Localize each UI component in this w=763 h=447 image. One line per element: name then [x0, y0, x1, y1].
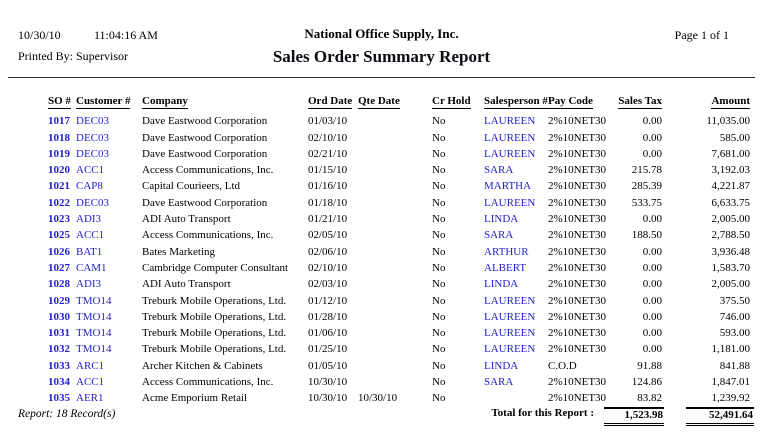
customer-number-link[interactable]: ACC1: [76, 164, 105, 177]
company-cell: Cambridge Computer Consultant: [142, 261, 289, 274]
table-row: [0, 372, 763, 388]
amount-cell: 841.88: [719, 359, 750, 372]
ord-date-cell: 01/18/10: [308, 196, 348, 209]
table-row: [0, 339, 763, 355]
printed-by-label: Printed By: Supervisor: [18, 49, 128, 63]
so-number-link[interactable]: 1029: [48, 294, 70, 307]
customer-number-link[interactable]: CAM1: [76, 261, 107, 274]
sales-tax-cell: 0.00: [642, 115, 662, 128]
amount-cell: 746.00: [719, 310, 750, 323]
header-divider: [8, 77, 755, 78]
so-number-link[interactable]: 1028: [48, 278, 70, 291]
pay-code-cell: C.O.D: [548, 359, 577, 372]
customer-number-link[interactable]: DEC03: [76, 131, 109, 144]
col-header-pay-code: Pay Code: [548, 95, 593, 107]
pay-code-cell: 2%10NET30: [548, 376, 607, 389]
table-row: [0, 241, 763, 257]
sales-tax-cell: 91.88: [637, 359, 662, 372]
pay-code-cell: 2%10NET30: [548, 229, 607, 242]
pay-code-cell: 2%10NET30: [548, 164, 607, 177]
col-header-salesperson: Salesperson #: [484, 95, 548, 107]
amount-cell: 4,221.87: [711, 180, 750, 193]
so-number-link[interactable]: 1030: [48, 310, 70, 323]
table-row: [0, 144, 763, 160]
col-header-cr-hold: Cr Hold: [432, 95, 471, 107]
table-row: [0, 307, 763, 323]
company-cell: ADI Auto Transport: [142, 278, 231, 291]
pay-code-cell: 2%10NET30: [548, 343, 607, 356]
salesperson-link[interactable]: LAUREEN: [484, 147, 536, 160]
salesperson-link[interactable]: ARTHUR: [484, 245, 529, 258]
company-cell: Treburk Mobile Operations, Ltd.: [142, 294, 287, 307]
salesperson-link[interactable]: LINDA: [484, 278, 519, 291]
sales-tax-cell: 0.00: [642, 278, 662, 291]
amount-cell: 2,788.50: [711, 229, 750, 242]
pay-code-cell: 2%10NET30: [548, 196, 607, 209]
sales-tax-cell: 83.82: [637, 392, 662, 405]
ord-date-cell: 01/15/10: [308, 164, 348, 177]
company-cell: Capital Courieers, Ltd: [142, 180, 241, 193]
pay-code-cell: 2%10NET30: [548, 294, 607, 307]
cr-hold-cell: No: [432, 147, 446, 160]
cr-hold-cell: No: [432, 376, 446, 389]
company-cell: Acme Emporium Retail: [142, 392, 248, 405]
pay-code-cell: 2%10NET30: [548, 115, 607, 128]
pay-code-cell: 2%10NET30: [548, 245, 607, 258]
amount-cell: 7,681.00: [711, 147, 750, 160]
col-header-ord-date: Ord Date: [308, 95, 353, 107]
company-cell: Access Communications, Inc.: [142, 376, 274, 389]
salesperson-link[interactable]: LINDA: [484, 359, 519, 372]
total-amount: 52,491.64: [686, 407, 754, 426]
company-cell: Treburk Mobile Operations, Ltd.: [142, 310, 287, 323]
amount-cell: 2,005.00: [711, 278, 750, 291]
salesperson-link[interactable]: LINDA: [484, 213, 519, 226]
amount-cell: 1,181.00: [711, 343, 750, 356]
table-row: [0, 258, 763, 274]
so-number-link[interactable]: 1032: [48, 343, 70, 356]
amount-cell: 1,583.70: [711, 261, 750, 274]
customer-number-link[interactable]: DEC03: [76, 115, 109, 128]
ord-date-cell: 01/03/10: [308, 115, 348, 128]
ord-date-cell: 02/21/10: [308, 147, 348, 160]
table-body: [0, 111, 763, 404]
customer-number-link[interactable]: AER1: [76, 392, 104, 405]
col-header-so-number: SO #: [48, 95, 71, 107]
report-date: 10/30/10: [18, 28, 61, 42]
ord-date-cell: 01/16/10: [308, 180, 348, 193]
ord-date-cell: 02/10/10: [308, 131, 348, 144]
sales-tax-cell: 0.00: [642, 245, 662, 258]
cr-hold-cell: No: [432, 213, 446, 226]
so-number-link[interactable]: 1033: [48, 359, 70, 372]
cr-hold-cell: No: [432, 278, 446, 291]
salesperson-link[interactable]: SARA: [484, 229, 514, 242]
table-row: [0, 274, 763, 290]
ord-date-cell: 01/21/10: [308, 213, 348, 226]
company-cell: Access Communications, Inc.: [142, 229, 274, 242]
report-time: 11:04:16 AM: [94, 28, 158, 42]
salesperson-link[interactable]: SARA: [484, 164, 514, 177]
table-row: [0, 290, 763, 306]
so-number-link[interactable]: 1031: [48, 327, 70, 340]
cr-hold-cell: No: [432, 294, 446, 307]
company-cell: Dave Eastwood Corporation: [142, 131, 268, 144]
salesperson-link[interactable]: MARTHA: [484, 180, 532, 193]
table-row: [0, 355, 763, 371]
cr-hold-cell: No: [432, 310, 446, 323]
cr-hold-cell: No: [432, 261, 446, 274]
page-indicator: Page 1 of 1: [674, 28, 729, 42]
customer-number-link[interactable]: TMO14: [76, 327, 112, 340]
company-cell: Treburk Mobile Operations, Ltd.: [142, 343, 287, 356]
ord-date-cell: 02/06/10: [308, 245, 348, 258]
salesperson-link[interactable]: LAUREEN: [484, 196, 536, 209]
amount-cell: 1,847.01: [711, 376, 750, 389]
amount-cell: 375.50: [719, 294, 750, 307]
company-cell: Access Communications, Inc.: [142, 164, 274, 177]
table-row: [0, 323, 763, 339]
table-row: [0, 209, 763, 225]
sales-tax-cell: 285.39: [631, 180, 662, 193]
ord-date-cell: 02/10/10: [308, 261, 348, 274]
ord-date-cell: 10/30/10: [308, 376, 348, 389]
so-number-link[interactable]: 1027: [48, 261, 70, 274]
company-cell: Archer Kitchen & Cabinets: [142, 359, 263, 372]
customer-number-link[interactable]: ADI3: [76, 278, 102, 291]
cr-hold-cell: No: [432, 359, 446, 372]
sales-tax-cell: 0.00: [642, 294, 662, 307]
amount-cell: 2,005.00: [711, 213, 750, 226]
company-cell: Treburk Mobile Operations, Ltd.: [142, 327, 287, 340]
table-row: [0, 160, 763, 176]
ord-date-cell: 02/05/10: [308, 229, 348, 242]
pay-code-cell: 2%10NET30: [548, 213, 607, 226]
cr-hold-cell: No: [432, 131, 446, 144]
company-cell: Bates Marketing: [142, 245, 216, 258]
table-row: [0, 127, 763, 143]
cr-hold-cell: No: [432, 392, 446, 405]
so-number-link[interactable]: 1034: [48, 376, 70, 389]
so-number-link[interactable]: 1018: [48, 131, 70, 144]
amount-cell: 3,192.03: [711, 164, 750, 177]
so-number-link[interactable]: 1017: [48, 115, 70, 128]
col-header-company: Company: [142, 95, 188, 107]
sales-tax-cell: 215.78: [631, 164, 662, 177]
cr-hold-cell: No: [432, 229, 446, 242]
company-cell: Dave Eastwood Corporation: [142, 115, 268, 128]
amount-cell: 585.00: [719, 131, 750, 144]
so-number-link[interactable]: 1020: [48, 164, 70, 177]
amount-cell: 11,035.00: [706, 115, 750, 128]
ord-date-cell: 01/25/10: [308, 343, 348, 356]
customer-number-link[interactable]: ACC1: [76, 229, 105, 242]
sales-tax-cell: 0.00: [642, 213, 662, 226]
total-sales-tax: 1,523.98: [604, 407, 664, 426]
table-row: [0, 111, 763, 127]
pay-code-cell: 2%10NET30: [548, 147, 607, 160]
so-number-link[interactable]: 1023: [48, 213, 70, 226]
cr-hold-cell: No: [432, 245, 446, 258]
so-number-link[interactable]: 1021: [48, 180, 70, 193]
amount-cell: 593.00: [719, 327, 750, 340]
record-count: Report: 18 Record(s): [18, 408, 116, 420]
sales-tax-cell: 0.00: [642, 261, 662, 274]
sales-order-table: [0, 91, 763, 426]
cr-hold-cell: No: [432, 343, 446, 356]
customer-number-link[interactable]: ACC1: [76, 376, 105, 389]
ord-date-cell: 01/28/10: [308, 310, 348, 323]
amount-cell: 1,239.92: [711, 392, 750, 405]
customer-number-link[interactable]: TMO14: [76, 294, 112, 307]
table-row: [0, 176, 763, 192]
ord-date-cell: 01/06/10: [308, 327, 348, 340]
salesperson-link[interactable]: LAUREEN: [484, 343, 536, 356]
sales-tax-cell: 0.00: [642, 131, 662, 144]
amount-cell: 3,936.48: [711, 245, 750, 258]
pay-code-cell: 2%10NET30: [548, 310, 607, 323]
ord-date-cell: 10/30/10: [308, 392, 348, 405]
pay-code-cell: 2%10NET30: [548, 327, 607, 340]
so-number-link[interactable]: 1019: [48, 147, 70, 160]
table-row: [0, 388, 763, 404]
col-header-qte-date: Qte Date: [358, 95, 400, 107]
customer-number-link[interactable]: ADI3: [76, 213, 102, 226]
company-cell: Dave Eastwood Corporation: [142, 147, 268, 160]
cr-hold-cell: No: [432, 180, 446, 193]
table-row: [0, 225, 763, 241]
customer-number-link[interactable]: DEC03: [76, 147, 109, 160]
salesperson-link[interactable]: LAUREEN: [484, 310, 536, 323]
page-title: Sales Order Summary Report: [272, 47, 491, 66]
customer-number-link[interactable]: CAP8: [76, 180, 103, 193]
col-header-customer: Customer #: [76, 95, 131, 107]
so-number-link[interactable]: 1026: [48, 245, 70, 258]
salesperson-link[interactable]: LAUREEN: [484, 327, 536, 340]
table-header-row: [0, 91, 763, 109]
sales-tax-cell: 533.75: [631, 196, 662, 209]
so-number-link[interactable]: 1025: [48, 229, 70, 242]
salesperson-link[interactable]: LAUREEN: [484, 131, 536, 144]
pay-code-cell: 2%10NET30: [548, 261, 607, 274]
ord-date-cell: 01/05/10: [308, 359, 348, 372]
sales-tax-cell: 0.00: [642, 147, 662, 160]
pay-code-cell: 2%10NET30: [548, 180, 607, 193]
sales-tax-cell: 0.00: [642, 327, 662, 340]
ord-date-cell: 01/12/10: [308, 294, 348, 307]
sales-tax-cell: 0.00: [642, 310, 662, 323]
totals-label: Total for this Report :: [491, 407, 594, 420]
sales-tax-cell: 0.00: [642, 343, 662, 356]
company-name: National Office Supply, Inc.: [304, 26, 459, 41]
salesperson-link[interactable]: LAUREEN: [484, 294, 536, 307]
customer-number-link[interactable]: DEC03: [76, 196, 109, 209]
table-row: [0, 192, 763, 208]
company-cell: Dave Eastwood Corporation: [142, 196, 268, 209]
pay-code-cell: 2%10NET30: [548, 392, 607, 405]
company-cell: ADI Auto Transport: [142, 213, 231, 226]
customer-number-link[interactable]: ARC1: [76, 359, 105, 372]
sales-tax-cell: 124.86: [631, 376, 662, 389]
qte-date-cell: 10/30/10: [358, 392, 398, 405]
customer-number-link[interactable]: TMO14: [76, 343, 112, 356]
cr-hold-cell: No: [432, 327, 446, 340]
cr-hold-cell: No: [432, 115, 446, 128]
customer-number-link[interactable]: BAT1: [76, 245, 103, 258]
sales-tax-cell: 188.50: [631, 229, 662, 242]
salesperson-link[interactable]: SARA: [484, 376, 514, 389]
cr-hold-cell: No: [432, 196, 446, 209]
col-header-sales-tax: Sales Tax: [618, 95, 662, 107]
col-header-amount: Amount: [711, 95, 750, 107]
pay-code-cell: 2%10NET30: [548, 278, 607, 291]
so-number-link[interactable]: 1035: [48, 392, 70, 405]
customer-number-link[interactable]: TMO14: [76, 310, 112, 323]
so-number-link[interactable]: 1022: [48, 196, 70, 209]
salesperson-link[interactable]: ALBERT: [484, 261, 527, 274]
pay-code-cell: 2%10NET30: [548, 131, 607, 144]
salesperson-link[interactable]: LAUREEN: [484, 115, 536, 128]
ord-date-cell: 02/03/10: [308, 278, 348, 291]
cr-hold-cell: No: [432, 164, 446, 177]
amount-cell: 6,633.75: [711, 196, 750, 209]
